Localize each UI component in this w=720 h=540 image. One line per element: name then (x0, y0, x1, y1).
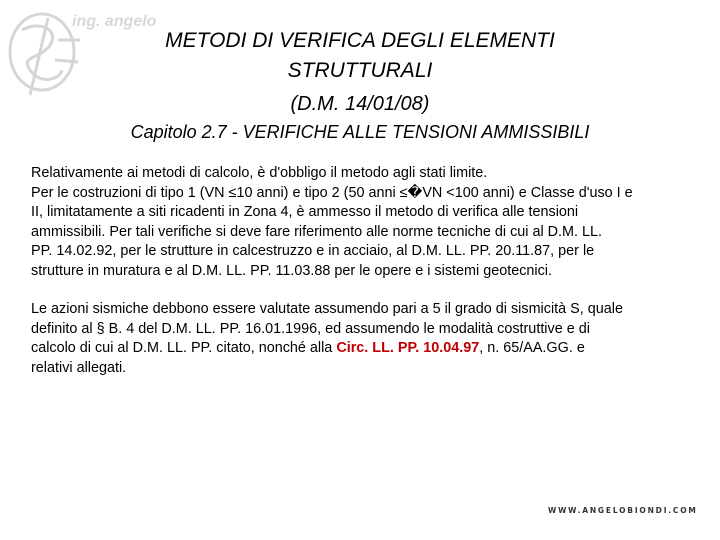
paragraph-line: Le azioni sismiche debbono essere valutate assumendo pari a 5 il grado di sismicità S, quale (31, 301, 623, 317)
paragraph-line: relativi allegati. (31, 359, 127, 376)
paragraph-2 (31, 300, 699, 378)
paragraph-line: Relativamente ai metodi di calcolo, è d'obbligo il metodo agli stati limite. (31, 165, 488, 181)
circular-reference-link: Circ. LL. PP. 10.04.97 (336, 340, 480, 356)
paragraph-line: Per le costruzioni di tipo 1 (VN ≤10 anni) e tipo 2 (50 anni ≤�VN <100 anni) e Classe d'uso I e (31, 184, 633, 201)
page-title-line2: STRUTTURALI (287, 59, 433, 82)
chapter-heading: Capitolo 2.7 - VERIFICHE ALLE TENSIONI AMMISSIBILI (130, 122, 590, 142)
paragraph-line: , n. 65/AA.GG. e (479, 340, 585, 356)
page-subtitle: (D.M. 14/01/08) (290, 93, 430, 115)
page-title-line1: METODI DI VERIFICA DEGLI ELEMENTI (165, 29, 555, 52)
page-title (100, 26, 620, 86)
paragraph-1 (31, 164, 699, 281)
paragraph-line: ammissibili. Per tali verifiche si deve fare riferimento alle norme tecniche di cui al D.M. LL. (31, 223, 603, 240)
logo-text: ing. angelo (72, 13, 157, 30)
paragraph-line: II, limitatamente a siti ricadenti in Zona 4, è ammesso il metodo di verifica alle tensioni (31, 204, 579, 220)
paragraph-line: definito al § B. 4 del D.M. LL. PP. 16.01.1996, ed assumendo le modalità costruttive e di (31, 320, 590, 337)
paragraph-line: strutture in muratura e al D.M. LL. PP. 11.03.88 per le opere e i sistemi geotecnici. (31, 262, 552, 279)
website-footer: WWW.ANGELOBIONDI.COM (548, 506, 698, 515)
body-text (31, 164, 699, 378)
paragraph-line: PP. 14.02.92, per le strutture in calcestruzzo e in acciaio, al D.M. LL. PP. 20.11.87, per le (31, 243, 595, 259)
paragraph-line: calcolo di cui al D.M. LL. PP. citato, nonché alla (31, 340, 337, 356)
